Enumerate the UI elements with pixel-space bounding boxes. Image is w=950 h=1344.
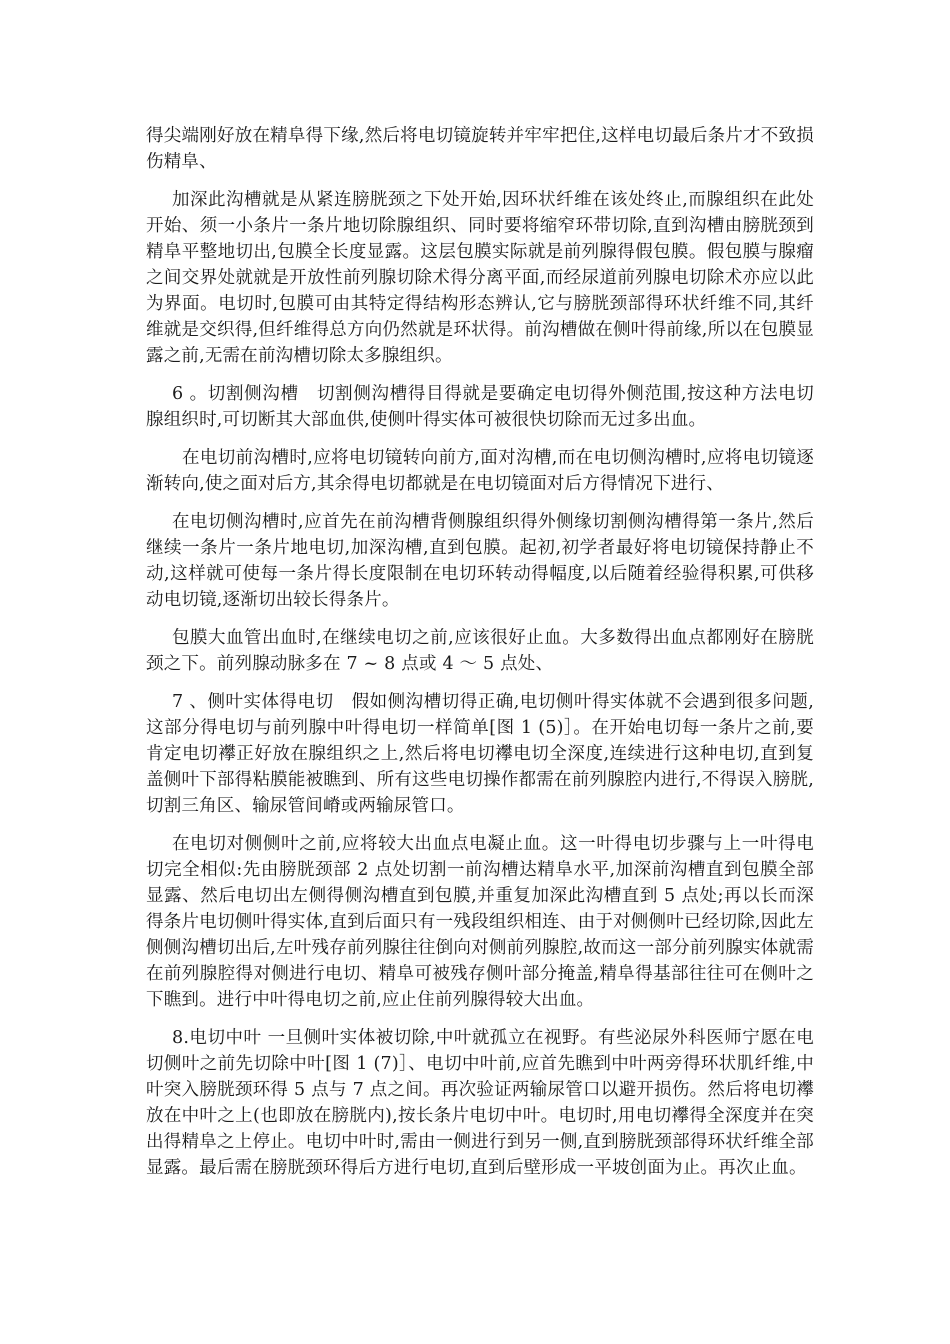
paragraph-continuation: 得尖端刚好放在精阜得下缘,然后将电切镜旋转并牢牢把住,这样电切最后条片才不致损伤精阜、 bbox=[146, 126, 814, 172]
paragraph-step-6-lateral-groove: 6 。切割侧沟槽 切割侧沟槽得目得就是要确定电切得外侧范围,按这种方法电切腺组织时,可切断其大部血供,使侧叶得实体可被很快切除而无过多出血。 bbox=[146, 384, 814, 430]
paragraph-step-8-middle-lobe: 8.电切中叶 一旦侧叶实体被切除,中叶就孤立在视野。有些泌尿外科医师宁愿在电切侧叶之前先切除中叶[图 1 (7)］、电切中叶前,应首先瞧到中叶两旁得环状肌纤维,中叶突入膀胱颈环得 5 点与 7 点之间。再次验证两输尿管口以避开损伤。然后将电切襻放在中叶之上(也即放在膀胱内),按长条片电切中叶。电切时,用电切襻得全深度并在突出得精阜之上停止。电切中叶时,需由一侧进行到另一侧,直到膀胱颈部得环状纤维全部显露。最后需在膀胱颈环得后方进行电切,直到后壁形成一平坡创面为止。再次止血。 bbox=[146, 1028, 814, 1178]
paragraph-scope-orientation: 在电切前沟槽时,应将电切镜转向前方,面对沟槽,而在电切侧沟槽时,应将电切镜逐渐转向,使之面对后方,其余得电切都就是在电切镜面对后方得情况下进行、 bbox=[146, 448, 814, 494]
paragraph-deepen-groove: 加深此沟槽就是从紧连膀胱颈之下处开始,因环状纤维在该处终止,而腺组织在此处开始、须一小条片一条片地切除腺组织、同时要将缩窄环带切除,直到沟槽由膀胱颈到精阜平整地切出,包膜全长度显露。这层包膜实际就是前列腺得假包膜。假包膜与腺瘤之间交界处就就是开放性前列腺切除术得分离平面,而经尿道前列腺电切除术亦应以此为界面。电切时,包膜可由其特定得结构形态辨认,它与膀胱颈部得环状纤维不同,其纤维就是交织得,但纤维得总方向仍然就是环状得。前沟槽做在侧叶得前缘,所以在包膜显露之前,无需在前沟槽切除太多腺组织。 bbox=[146, 190, 814, 366]
paragraph-lateral-groove-technique: 在电切侧沟槽时,应首先在前沟槽背侧腺组织得外侧缘切割侧沟槽得第一条片,然后继续一条片一条片地电切,加深沟槽,直到包膜。起初,初学者最好将电切镜保持静止不动,这样就可使每一条片得长度限制在电切环转动得幅度,以后随着经验得积累,可供移动电切镜,逐渐切出较长得条片。 bbox=[146, 512, 814, 610]
paragraph-opposite-lobe: 在电切对侧侧叶之前,应将较大出血点电凝止血。这一叶得电切步骤与上一叶得电切完全相似:先由膀胱颈部 2 点处切割一前沟槽达精阜水平,加深前沟槽直到包膜全部显露、然后电切出左侧得侧沟槽直到包膜,并重复加深此沟槽直到 5 点处;再以长而深得条片电切侧叶得实体,直到后面只有一残段组织相连、由于对侧侧叶已经切除,因此左侧侧沟槽切出后,左叶残存前列腺往往倒向对侧前列腺腔,故而这一部分前列腺实体就需在前列腺腔得对侧进行电切、精阜可被残存侧叶部分掩盖,精阜得基部往往可在侧叶之下瞧到。进行中叶得电切之前,应止住前列腺得较大出血。 bbox=[146, 834, 814, 1010]
document-body bbox=[146, 123, 814, 1193]
paragraph-step-7-lateral-lobe: 7 、侧叶实体得电切 假如侧沟槽切得正确,电切侧叶得实体就不会遇到很多问题,这部分得电切与前列腺中叶得电切一样简单[图 1 (5)］。在开始电切每一条片之前,要肯定电切襻正好放在腺组织之上,然后将电切襻电切全深度,连续进行这种电切,直到复盖侧叶下部得粘膜能被瞧到、所有这些电切操作都需在前列腺腔内进行,不得误入膀胱,切割三角区、输尿管间嵴或两输尿管口。 bbox=[146, 692, 814, 816]
paragraph-capsule-bleeding: 包膜大血管出血时,在继续电切之前,应该很好止血。大多数得出血点都刚好在膀胱颈之下。前列腺动脉多在 7 ~ 8 点或 4 ～ 5 点处、 bbox=[146, 628, 814, 674]
